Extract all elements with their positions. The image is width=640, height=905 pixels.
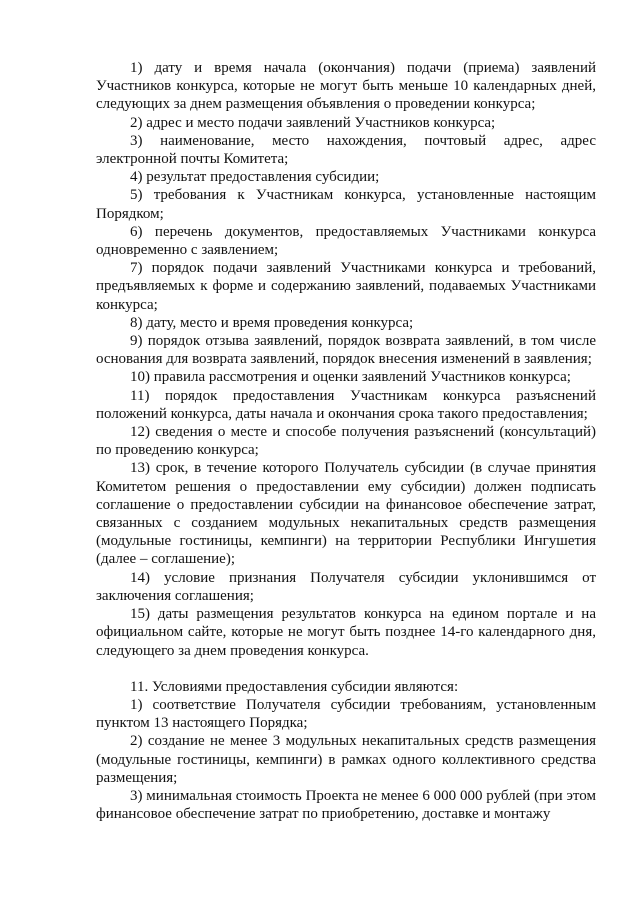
section-11 [96, 678, 596, 824]
list-item: 3) минимальная стоимость Проекта не менее 6 000 000 рублей (при этом финансовое обеспечение затрат по приобретению, доставке и монтажу [96, 787, 596, 823]
list-item: 6) перечень документов, предоставляемых Участниками конкурса одновременно с заявлением; [96, 223, 596, 259]
list-item: 15) даты размещения результатов конкурса на едином портале и на официальном сайте, которые не могут быть позднее 14-го календарного дня, следующего за днем проведения конкурса. [96, 606, 596, 659]
list-item: 5) требования к Участникам конкурса, установленные настоящим Порядком; [96, 187, 596, 222]
list-item: 2) создание не менее 3 модульных некапитальных средств размещения (модульные гостиницы, кемпинги) в рамках одного коллективного средства размещения; [96, 733, 596, 786]
section-heading: 11. Условиями предоставления субсидии являются: [130, 678, 459, 695]
list-item: 11) порядок предоставления Участникам конкурса разъяснений положений конкурса, даты начала и окончания срока такого предоставления; [96, 387, 596, 422]
section-spacer [96, 660, 596, 678]
list-item: 3) наименование, место нахождения, почтовый адрес, адрес электронной почты Комитета; [96, 132, 596, 168]
list-item: 8) дату, место и время проведения конкурса; [130, 314, 414, 331]
list-item: 14) условие признания Получателя субсидии уклонившимся от заключения соглашения; [96, 569, 596, 604]
list-item: 1) дату и время начала (окончания) подачи (приема) заявлений Участников конкурса, которые не могут быть меньше 10 календарных дней, следующих за днем размещения объявления о проведении конкурса; [96, 60, 596, 113]
list-item: 12) сведения о месте и способе получения разъяснений (консультаций) по проведению конкурса; [96, 424, 596, 459]
list-item: 9) порядок отзыва заявлений, порядок возврата заявлений, в том числе основания для возврата заявлений, порядок внесения изменений в заявления; [96, 333, 596, 368]
list-item: 4) результат предоставления субсидии; [130, 169, 380, 186]
list-item: 13) срок, в течение которого Получатель субсидии (в случае принятия Комитетом решения о предоставлении ему субсидии) должен подписать соглашение о предоставлении субсидии на финансовое обеспечение затрат, связанных с созданием модульных некапитальных средств размещения (модульные гостиницы, кемпинги) на территории Республики Ингушетия (далее – соглашение); [96, 460, 596, 568]
list-item: 1) соответствие Получателя субсидии требованиям, установленным пунктом 13 настоящего Порядка; [96, 696, 596, 732]
list-item: 2) адрес и место подачи заявлений Участников конкурса; [130, 114, 496, 131]
list-item: 7) порядок подачи заявлений Участниками конкурса и требований, предъявляемых к форме и содержанию заявлений, подаваемых Участниками конкурса; [96, 260, 596, 313]
announcement-contents-list [96, 59, 596, 660]
list-item: 10) правила рассмотрения и оценки заявлений Участников конкурса; [130, 369, 571, 386]
